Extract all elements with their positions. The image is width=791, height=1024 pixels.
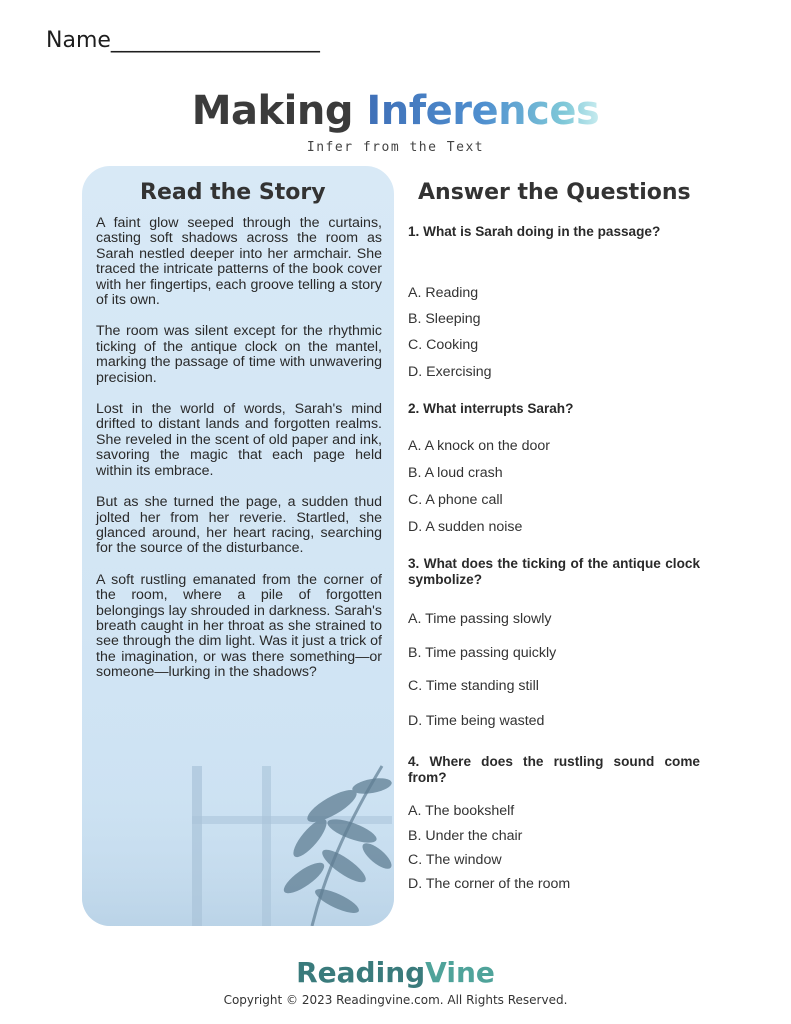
question-1: 1. What is Sarah doing in the passage?: [408, 224, 661, 239]
page-title: [0, 88, 791, 134]
copyright-notice: Copyright © 2023 Readingvine.com. All Rights Reserved.: [223, 993, 568, 1007]
name-field-label: Name___________________: [46, 28, 320, 53]
story-paragraph: The room was silent except for the rhythmic ticking of the antique clock on the mantel, marking the passage of time with unwavering precision.: [96, 323, 382, 386]
q4-option-d[interactable]: D. The corner of the room: [408, 876, 571, 892]
q4-option-b[interactable]: B. Under the chair: [408, 828, 523, 844]
q2-option-a[interactable]: A. A knock on the door: [408, 438, 550, 454]
q3-option-d[interactable]: D. Time being wasted: [408, 713, 545, 729]
brand-reading: Reading: [296, 956, 426, 989]
brand-vine: Vine: [425, 956, 495, 989]
readingvine-logo: [0, 956, 791, 989]
page-subtitle: Infer from the Text: [306, 140, 485, 155]
title-word-inferences: Inferences: [366, 88, 600, 134]
q1-option-c[interactable]: C. Cooking: [408, 337, 479, 353]
questions-heading: Answer the Questions: [418, 180, 691, 205]
q2-option-c[interactable]: C. A phone call: [408, 492, 503, 508]
q2-option-b[interactable]: B. A loud crash: [408, 465, 503, 481]
q3-option-a[interactable]: A. Time passing slowly: [408, 611, 552, 627]
question-3: 3. What does the ticking of the antique clock symbolize?: [408, 556, 700, 587]
story-paragraph: Lost in the world of words, Sarah's mind drifted to distant lands and forgotten realms. She reveled in the scent of old paper and ink, savoring the magic that each page held within its embrace.: [96, 401, 382, 479]
story-paragraph: A faint glow seeped through the curtains, casting soft shadows across the room as Sarah nestled deeper into her armchair. She traced the intricate patterns of the book cover with her fingertips, each groove telling a story of its own.: [96, 215, 382, 309]
story-paragraph: But as she turned the page, a sudden thud jolted her from her reverie. Startled, she glanced around, her heart racing, searching for the source of the disturbance.: [96, 494, 382, 557]
q3-option-b[interactable]: B. Time passing quickly: [408, 645, 557, 661]
story-paragraph: A soft rustling emanated from the corner of the room, where a pile of forgotten belongings lay shrouded in darkness. Sarah's breath caught in her throat as she strained to see through the dim light. Was it just a trick of the imagination, or was there something—or someone—lurking in the shadows?: [96, 571, 382, 681]
question-4: 4. Where does the rustling sound come from?: [408, 754, 700, 785]
story-text: [96, 216, 382, 697]
q1-option-d[interactable]: D. Exercising: [408, 364, 492, 380]
q3-option-c[interactable]: C. Time standing still: [408, 678, 539, 694]
q1-option-b[interactable]: B. Sleeping: [408, 311, 481, 327]
q4-option-a[interactable]: A. The bookshelf: [408, 803, 515, 819]
title-word-making: Making: [191, 88, 353, 134]
question-2: 2. What interrupts Sarah?: [408, 401, 574, 416]
q2-option-d[interactable]: D. A sudden noise: [408, 519, 523, 535]
story-heading: Read the Story: [140, 180, 326, 205]
q1-option-a[interactable]: A. Reading: [408, 285, 479, 301]
q4-option-c[interactable]: C. The window: [408, 852, 502, 868]
